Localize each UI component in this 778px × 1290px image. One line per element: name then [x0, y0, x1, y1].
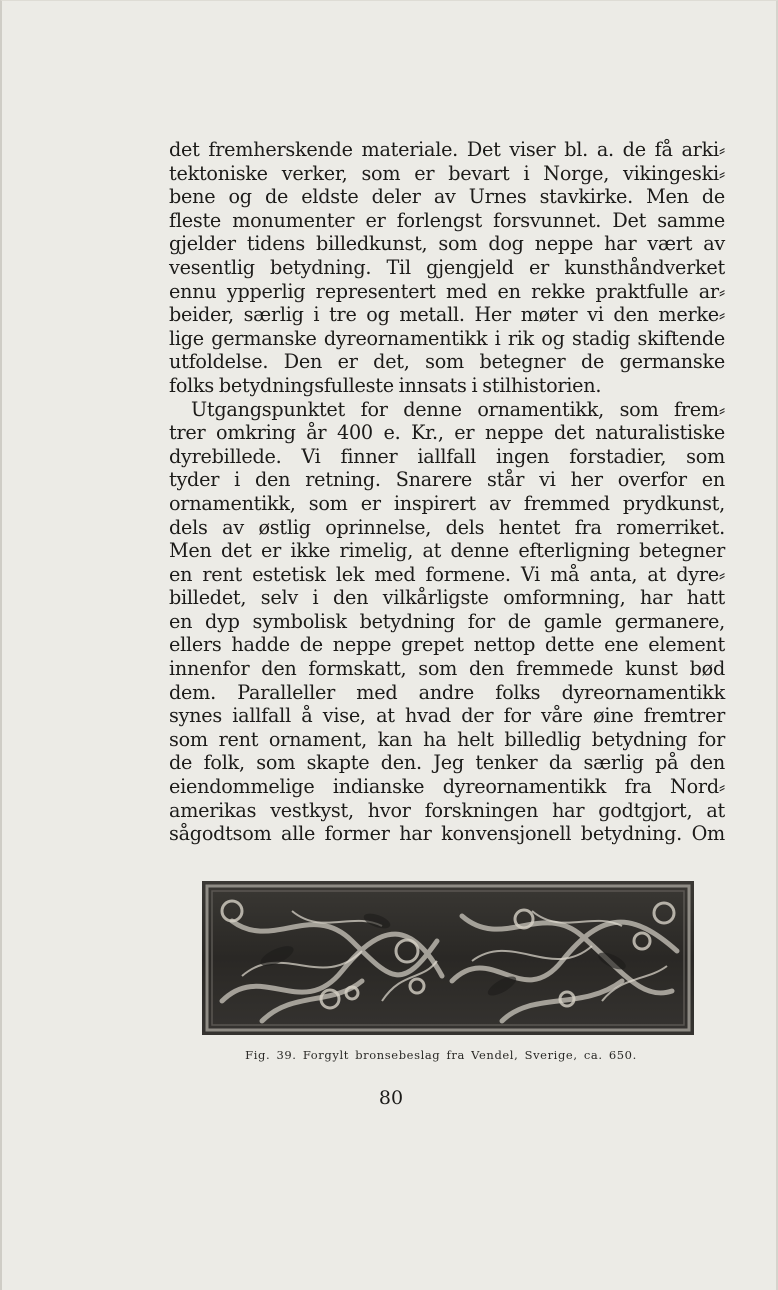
figure-ornament-plate: [202, 881, 694, 1035]
text-line: beider, særlig i tre og metall. Her møter vi den merke⸗: [169, 303, 725, 327]
ornament-illustration: [202, 881, 694, 1035]
text-line: amerikas vestkyst, hvor forskningen har godtgjort, at: [169, 798, 725, 822]
text-line: tyder i den retning. Snarere står vi her overfor en: [169, 468, 725, 492]
page-number: 80: [378, 1087, 404, 1109]
text-line: det fremherskende materiale. Det viser bl. a. de få arki⸗: [169, 138, 725, 161]
text-line: billedet, selv i den vilkårligste omformning, har hatt: [169, 586, 725, 610]
text-line: en rent estetisk lek med formene. Vi må anta, at dyre⸗: [169, 562, 725, 586]
text-line: ellers hadde de neppe grepet nettop dette ene element: [169, 633, 725, 657]
text-line: Men det er ikke rimelig, at denne efterligning betegner: [169, 539, 725, 563]
text-line: en dyp symbolisk betydning for de gamle germanere,: [169, 609, 725, 633]
text-line: innenfor den formskatt, som den fremmede kunst bød: [169, 657, 725, 681]
text-line: vesentlig betydning. Til gjengjeld er kunsthåndverket: [169, 255, 725, 279]
text-line: dem. Paralleller med andre folks dyreornamentikk: [169, 680, 725, 704]
text-line: gjelder tidens billedkunst, som dog neppe har vært av: [169, 232, 725, 256]
text-line: trer omkring år 400 e. Kr., er neppe det naturalistiske: [169, 421, 725, 445]
text-line: sågodtsom alle former har konvensjonell betydning. Om: [169, 822, 725, 846]
text-line: ennu ypperlig representert med en rekke praktfulle ar⸗: [169, 279, 725, 303]
text-line: de folk, som skapte den. Jeg tenker da særlig på den: [169, 751, 725, 775]
text-line: bene og de eldste deler av Urnes stavkirke. Men de: [169, 185, 725, 209]
text-line: lige germanske dyreornamentikk i rik og stadig skiftende: [169, 326, 725, 350]
text-line: som rent ornament, kan ha helt billedlig betydning for: [169, 727, 725, 751]
text-line: dels av østlig oprinnelse, dels hentet fra romerriket.: [169, 515, 725, 539]
text-line: ornamentikk, som er inspirert av fremmed prydkunst,: [169, 491, 725, 515]
text-line: folks betydningsfulleste innsats i stilhistorien.: [169, 373, 602, 397]
body-text: [169, 138, 725, 846]
text-line: eiendommelige indianske dyreornamentikk fra Nord⸗: [169, 775, 725, 799]
text-line: Utgangspunktet for denne ornamentikk, som frem⸗: [191, 397, 725, 421]
figure-caption: Fig. 39. Forgylt bronsebeslag fra Vendel, Sverige, ca. 650.: [245, 1048, 637, 1062]
text-line: synes iallfall å vise, at hvad der for våre øine fremtrer: [169, 704, 725, 728]
text-line: utfoldelse. Den er det, som betegner de germanske: [169, 350, 725, 374]
text-line: dyrebillede. Vi finner iallfall ingen forstadier, som: [169, 444, 725, 468]
text-line: fleste monumenter er forlengst forsvunnet. Det samme: [169, 208, 725, 232]
text-line: tektoniske verker, som er bevart i Norge, vikingeski⸗: [169, 161, 725, 185]
